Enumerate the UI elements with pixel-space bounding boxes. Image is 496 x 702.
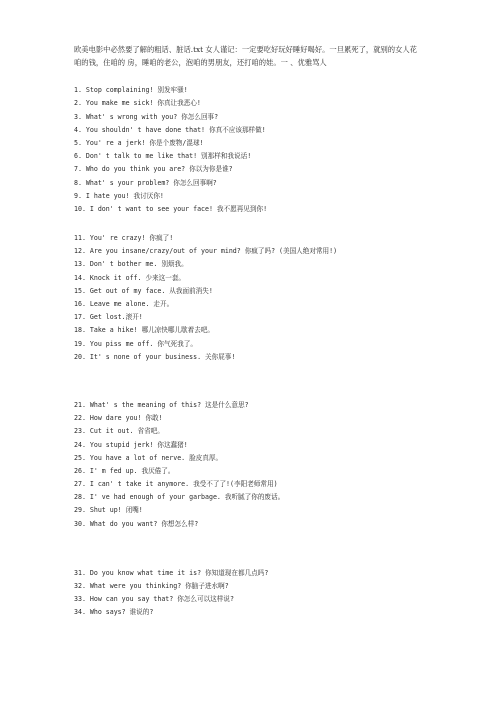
list-item: 31. Do you know what time it is? 你知道现在都几点吗? [74,568,269,577]
section-gap [74,531,424,567]
list-item: 15. Get out of my face. 从我面前消失! [74,286,213,295]
list-item: 29. Shut up! 闭嘴! [74,506,143,515]
list-item: 9. I hate you! 我讨厌你! [74,191,164,200]
list-item: 33. How can you say that? 你怎么可以这样说? [74,595,234,604]
list-item: 24. You stupid jerk! 你这蠢猪! [74,440,188,449]
section-gap [74,364,424,399]
list-item: 12. Are you insane/crazy/out of your mind? 你疯了吗? (美国人绝对常用!) [74,247,338,256]
list-item: 21. What' s the meaning of this? 这是什么意思? [74,400,249,409]
list-item: 6. Don' t talk to me like that! 别那样和我说话! [74,152,252,161]
list-item: 23. Cut it out. 省省吧。 [74,427,164,436]
list-item: 2. You make me sick! 你真让我恶心! [74,99,201,108]
list-item: 11. You' re crazy! 你疯了! [74,234,174,243]
list-item: 10. I don' t want to see your face! 我不愿再见到你! [74,204,268,213]
list-item: 27. I can' t take it anymore. 我受不了了!(李阳老师常用) [74,480,278,489]
list-item: 26. I' m fed up. 我厌倦了。 [74,466,175,475]
list-item: 13. Don' t bother me. 别烦我。 [74,260,188,269]
list-item: 22. How dare you! 你敢! [74,414,163,423]
list-item: 14. Knock it off. 少来这一套。 [74,273,186,282]
list-item: 25. You have a lot of nerve. 脸皮真厚。 [74,453,223,462]
list-item: 18. Take a hike! 哪儿凉快哪儿歇着去吧。 [74,326,215,335]
list-item: 34. Who says? 谁说的? [74,608,154,617]
list-item: 19. You piss me off. 你气死我了。 [74,339,197,348]
list-item: 7. Who do you think you are? 你以为你是谁? [74,165,233,174]
document-page [74,44,424,620]
list-item: 30. What do you want? 你想怎么样? [74,519,199,528]
list-item: 16. Leave me alone. 走开。 [74,300,174,308]
phrase-group-1 [74,84,424,216]
list-item: 20. It' s none of your business. 关你屁事! [74,352,236,361]
section-gap [74,216,424,232]
list-item: 3. What' s wrong with you? 你怎么回事? [74,112,219,121]
list-item: 4. You shouldn' t have done that! 你真不应该那样做! [74,125,266,134]
list-item: 32. What were you thinking? 你脑子进水啊? [74,582,229,590]
phrase-group-2 [74,232,424,364]
phrase-group-3 [74,399,424,531]
list-item: 1. Stop complaining! 别发牢骚! [74,86,188,95]
phrase-group-4 [74,567,424,620]
list-item: 8. What' s your problem? 你怎么回事啊? [74,178,217,187]
list-item: 5. You' re a jerk! 你是个废物/混球! [74,138,204,147]
list-item: 28. I' ve had enough of your garbage. 我听腻了你的废话。 [74,493,285,502]
intro-paragraph: 欧美电影中必然要了解的粗话、脏话.txt 女人谨记：一定要吃好玩好睡好喝好。一旦累死了，就别的女人花咱的钱，住咱的 房，睡咱的老公，泡咱的男朋友，还打咱的娃。一 、优雅骂人 [74,45,417,67]
list-item: 17. Get lost.滚开! [74,313,143,322]
